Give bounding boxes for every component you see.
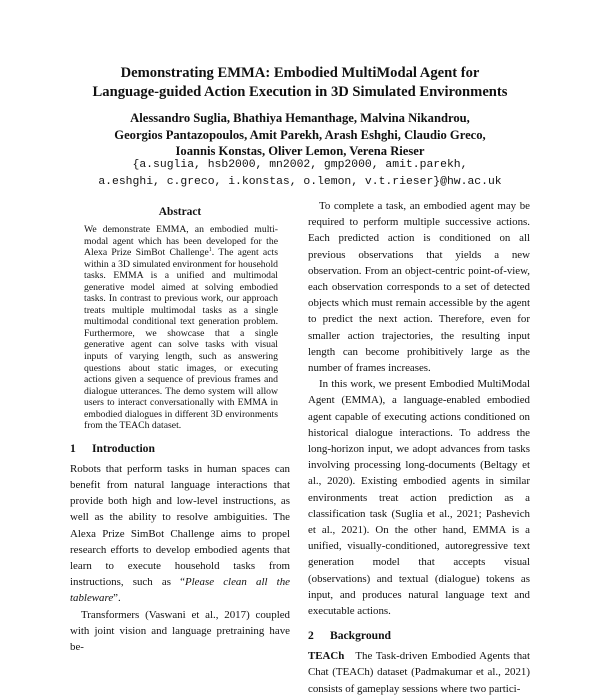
abstract-text-part-2: . The agent acts within a 3D simulated environment for household tasks. EMMA is a unified and multimodal generative model aimed at solving embodied tasks. In contrast to previous work, our approach treats multiple multimodal tasks as a single multimodal conditional text generation problem. Furthermore, we showcase that a single generative agent can solve tasks with visual inputs of varying length, such as answering questions about static images, or executing actions given a sequence of previous frames and dialogue utterances. The demo system will allow users to interact conversationally with EMMA in embodied dialogues in different 3D environments from the TEACh dataset. [84,247,278,432]
background-title: Background [330,629,391,643]
right-paragraph-2: In this work, we present Embodied MultiModal Agent (EMMA), a language-enabled embodied agent capable of executing actions conditioned on historical dialogue interactions. To address the long-horizon input, we adopt advances from tasks involving processing long-documents (Beltagy et al., 2020). Existing embodied agents in similar environments treat action prediction as a classification task (Suglia et al., 2021; Pashevich et al., 2021). On the other hand, EMMA is a unified, visually-conditioned, autoregressive text generation model that accepts visual (observations) and textual (dialogue) tokens as input, and produces natural language text and executable actions. [308,378,530,618]
introduction-paragraph-2: Transformers (Vaswani et al., 2017) coupled with joint vision and language pretraining have be- [70,608,290,654]
paper-title [40,64,560,102]
title-line-2: Language-guided Action Execution in 3D Simulated Environments [92,84,508,100]
abstract-text-part-1: We demonstrate EMMA, an embodied multi-modal agent which has been developed for the Alexa Prize SimBot Challenge [84,224,278,259]
abstract-heading: Abstract [158,206,202,218]
intro-p1-text: Robots that perform tasks in human spaces can benefit from natural language interactions that provide both high and low-level instructions, as well as the ability to resolve ambiguities. The Alexa Prize SimBot Challenge aims to propel research efforts to develop embodied agents that learn to execute household tasks from instructions, such as “ [70,462,290,589]
abstract-text [84,224,278,432]
introduction-number: 1 [70,441,76,455]
background-heading [308,629,530,642]
background-paragraph-1 [308,648,530,697]
authors-line-3: Ioannis Konstas, Oliver Lemon, Verena Rieser [175,144,425,158]
author-emails [30,157,570,190]
footnote-mark[interactable]: 1 [208,246,212,253]
background-number: 2 [308,629,314,643]
authors-line-2: Georgios Pantazopoulos, Amit Parekh, Arash Eshghi, Claudio Greco, [114,127,486,142]
intro-p1-end: ”. [113,592,121,605]
background-p1-text: The Task-driven Embodied Agents that Chat (TEACh) dataset (Padmakumar et al., 2021) consists of gameplay sessions where two partici- [308,650,530,695]
left-column [70,198,290,655]
authors-line-1: Alessandro Suglia, Bhathiya Hemanthage, Malvina Nikandrou, [130,111,470,125]
author-list [40,110,560,160]
emails-line-1: {a.suglia, hsb2000, mn2002, gmp2000, amit.parekh, [132,159,468,171]
right-column [308,198,530,697]
emails-line-2: a.eshghi, c.greco, i.konstas, o.lemon, v.t.rieser}@hw.ac.uk [98,175,502,188]
introduction-title: Introduction [92,441,155,455]
intro-p1-quote: Please clean all the tableware [70,576,290,605]
introduction-paragraph-1 [70,461,290,607]
introduction-heading [70,442,290,455]
teach-label: TEACh [308,650,345,663]
title-line-1: Demonstrating EMMA: Embodied MultiModal Agent for [120,65,480,81]
right-paragraph-1: To complete a task, an embodied agent may be required to perform multiple successive actions. Each predicted action is conditioned on all previous observations that yields a new observation. From an object-centric point-of-view, each observation corresponds to a set of detected objects which must remain accessible by the agent to predict the next action. Therefore, even for smaller action trajectories, the resulting input length can become prohibitively large as the number of frames increases. [308,200,530,375]
